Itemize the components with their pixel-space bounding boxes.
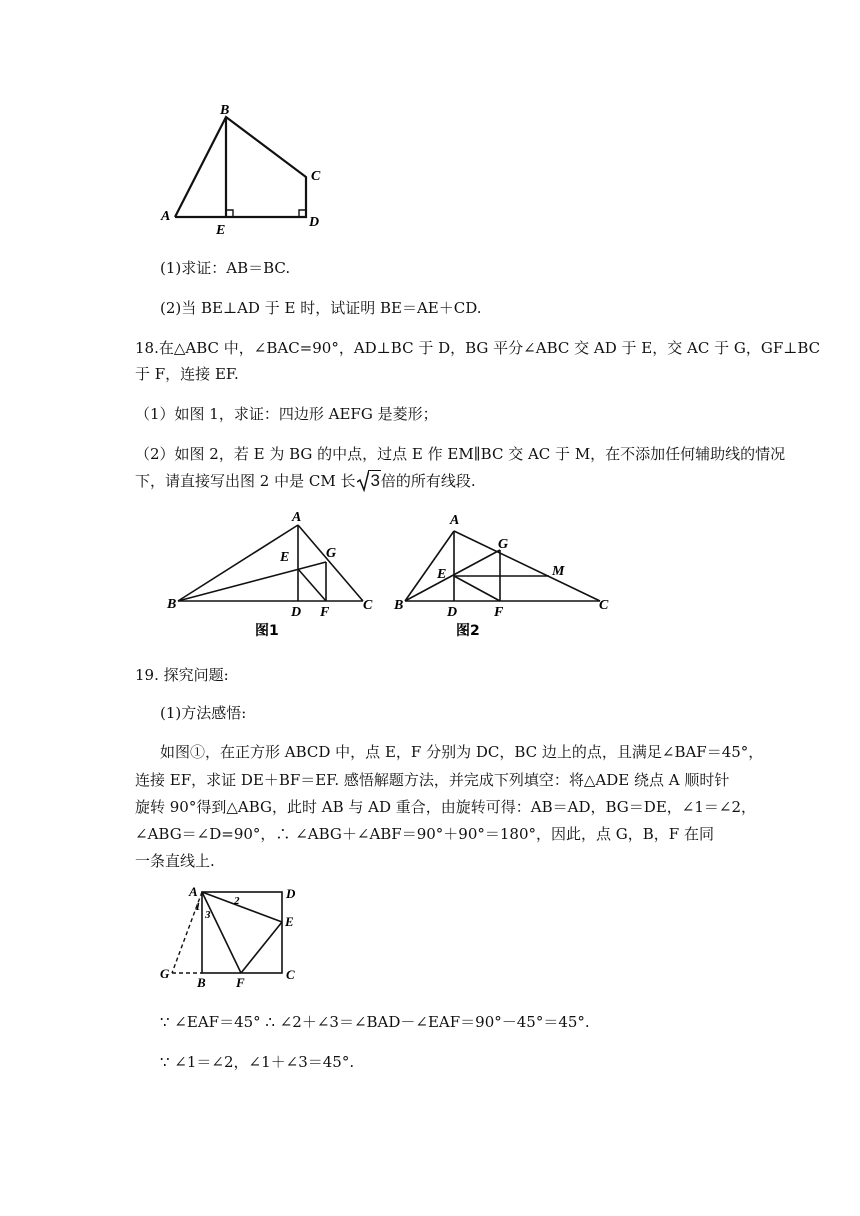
quadrilateral-figure <box>150 100 350 240</box>
fig1-label-D: D <box>291 605 302 620</box>
fig1-label-C: C <box>363 598 373 613</box>
sqrt-three: 3 <box>357 471 380 491</box>
q18-part1: （1）如图 1，求证：四边形 AEFG 是菱形； <box>135 405 438 423</box>
label-B: B <box>220 103 230 118</box>
sq-label-C: C <box>286 967 295 982</box>
q19-para-line3: 旋转 90°得到△ABG，此时 AB 与 AD 重合，由旋转可得：AB＝AD，BG＝DE，∠1＝∠2， <box>135 798 756 816</box>
q19-sub1: (1)方法感悟: <box>160 704 247 722</box>
fig2-label-A: A <box>450 513 460 528</box>
angle-label-2: 2 <box>234 895 240 907</box>
fig2-label-M: M <box>552 564 565 579</box>
q19-para-line2: 连接 EF，求证 DE＋BF＝EF. 感悟解题方法，并完成下列填空：将△ADE 绕点 A 顺时针 <box>135 771 730 789</box>
sq-label-G: G <box>160 966 170 981</box>
triangle-figure-1 <box>160 505 390 645</box>
q19-para-line5: 一条直线上. <box>135 852 215 870</box>
fig1-label-G: G <box>326 546 337 561</box>
fig2-label-D: D <box>447 605 458 620</box>
q18-stem-line2: 于 F，连接 EF. <box>135 365 239 383</box>
fig1-label-A: A <box>292 510 302 525</box>
fig2-label-B: B <box>394 598 404 613</box>
label-E: E <box>216 223 226 238</box>
fig1-label-B: B <box>167 597 177 612</box>
q19-para-line4: ∠ABG＝∠D=90°，∴ ∠ABG＋∠ABF＝90°＋90°＝180°，因此，点 G，B，F 在同 <box>135 825 714 843</box>
q18-part2-text-a: 下，请直接写出图 2 中是 CM 长 <box>135 472 356 490</box>
q18-part2-line1: （2）如图 2，若 E 为 BG 的中点，过点 E 作 EM∥BC 交 AC 于 M，在不添加任何辅助线的情况 <box>135 445 786 463</box>
q18-part2-line2 <box>135 471 476 491</box>
fig2-label-G: G <box>498 537 509 552</box>
label-C: C <box>311 169 321 184</box>
q19-step1: ∵ ∠EAF＝45° ∴ ∠2＋∠3＝∠BAD－∠EAF＝90°－45°＝45°. <box>160 1013 590 1031</box>
sq-label-E: E <box>285 914 294 929</box>
label-D: D <box>309 215 320 230</box>
sq-label-D: D <box>286 886 296 901</box>
fig2-label-E: E <box>437 567 447 582</box>
triangle-figure-2 <box>390 505 630 645</box>
fig2-label-F: F <box>494 605 504 620</box>
sq-label-A: A <box>189 884 198 899</box>
square-figure <box>155 882 315 992</box>
fig2-caption: 图2 <box>456 623 480 639</box>
q19-title: 19. 探究问题: <box>135 666 229 684</box>
q19-para-line1: 如图①，在正方形 ABCD 中，点 E，F 分别为 DC，BC 边上的点，且满足∠BAF＝45°， <box>160 743 764 761</box>
fig1-caption: 图1 <box>255 623 279 639</box>
label-A: A <box>161 209 171 224</box>
q18-part2-text-b: 倍的所有线段. <box>380 472 476 490</box>
angle-label-3: 3 <box>205 909 211 921</box>
angle-label-1: 1 <box>195 901 201 913</box>
q19-step2: ∵ ∠1＝∠2，∠1＋∠3＝45°. <box>160 1053 355 1071</box>
fig2-label-C: C <box>599 598 609 613</box>
q18-stem-line1: 18.在△ABC 中，∠BAC=90°，AD⊥BC 于 D，BG 平分∠ABC 交 AD 于 E，交 AC 于 G，GF⊥BC <box>135 339 821 357</box>
fig1-label-F: F <box>320 605 330 620</box>
sq-label-B: B <box>197 975 206 990</box>
q17-part1: (1)求证：AB＝BC. <box>160 259 291 277</box>
q17-part2: (2)当 BE⊥AD 于 E 时，试证明 BE＝AE＋CD. <box>160 299 482 317</box>
sq-label-F: F <box>236 975 245 990</box>
fig1-label-E: E <box>280 550 290 565</box>
